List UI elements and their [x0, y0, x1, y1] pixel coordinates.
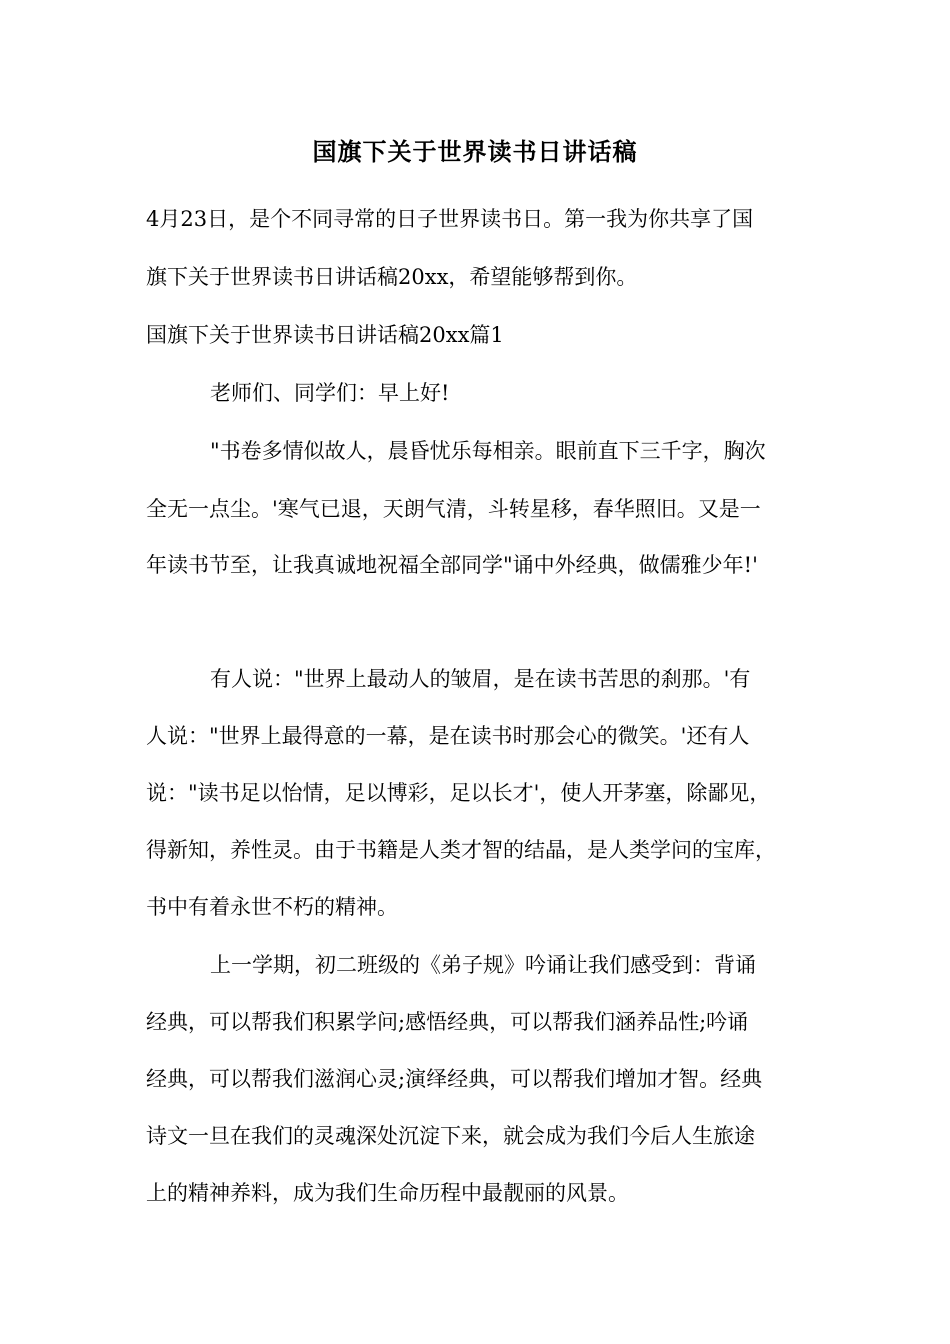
- paragraph-2-line-5: 书中有着永世不朽的精神。: [146, 895, 398, 919]
- paragraph-1-line-3: 年读书节至，让我真诚地祝福全部同学"诵中外经典，做儒雅少年!': [146, 553, 758, 577]
- paragraph-1-line-1: "书卷多情似故人，晨昏忧乐每相亲。眼前直下三千字，胸次: [210, 439, 766, 463]
- paragraph-3-line-2: 经典，可以帮我们积累学问;感悟经典，可以帮我们涵养品性;吟诵: [146, 1010, 749, 1034]
- paragraph-3-line-5: 上的精神养料，成为我们生命历程中最靓丽的风景。: [146, 1181, 629, 1205]
- paragraph-3-line-3: 经典，可以帮我们滋润心灵;演绎经典，可以帮我们增加才智。经典: [146, 1067, 763, 1091]
- section-heading: 国旗下关于世界读书日讲话稿20xx篇1: [146, 323, 504, 347]
- document-title: 国旗下关于世界读书日讲话稿: [312, 137, 638, 166]
- paragraph-2-line-4: 得新知，养性灵。由于书籍是人类才智的结晶，是人类学问的宝库，: [146, 838, 776, 862]
- paragraph-2-line-3: 说："读书足以怡情，足以博彩，足以长才'，使人开茅塞，除鄙见，: [146, 781, 771, 805]
- paragraph-2-line-2: 人说："世界上最得意的一幕，是在读书时那会心的微笑。'还有人: [146, 724, 750, 748]
- paragraph-1-line-2: 全无一点尘。'寒气已退，天朗气清，斗转星移，春华照旧。又是一: [146, 497, 761, 521]
- paragraph-3-line-1: 上一学期，初二班级的《弟子规》吟诵让我们感受到：背诵: [210, 953, 756, 977]
- paragraph-intro-line-1: 4月23日，是个不同寻常的日子世界读书日。第一我为你共享了国: [146, 207, 754, 231]
- paragraph-2-line-1: 有人说："世界上最动人的皱眉，是在读书苦思的刹那。'有: [210, 667, 751, 691]
- greeting-line: 老师们、同学们：早上好!: [210, 381, 450, 405]
- paragraph-3-line-4: 诗文一旦在我们的灵魂深处沉淀下来，就会成为我们今后人生旅途: [146, 1124, 755, 1148]
- paragraph-intro-line-2: 旗下关于世界读书日讲话稿20xx，希望能够帮到你。: [146, 265, 638, 289]
